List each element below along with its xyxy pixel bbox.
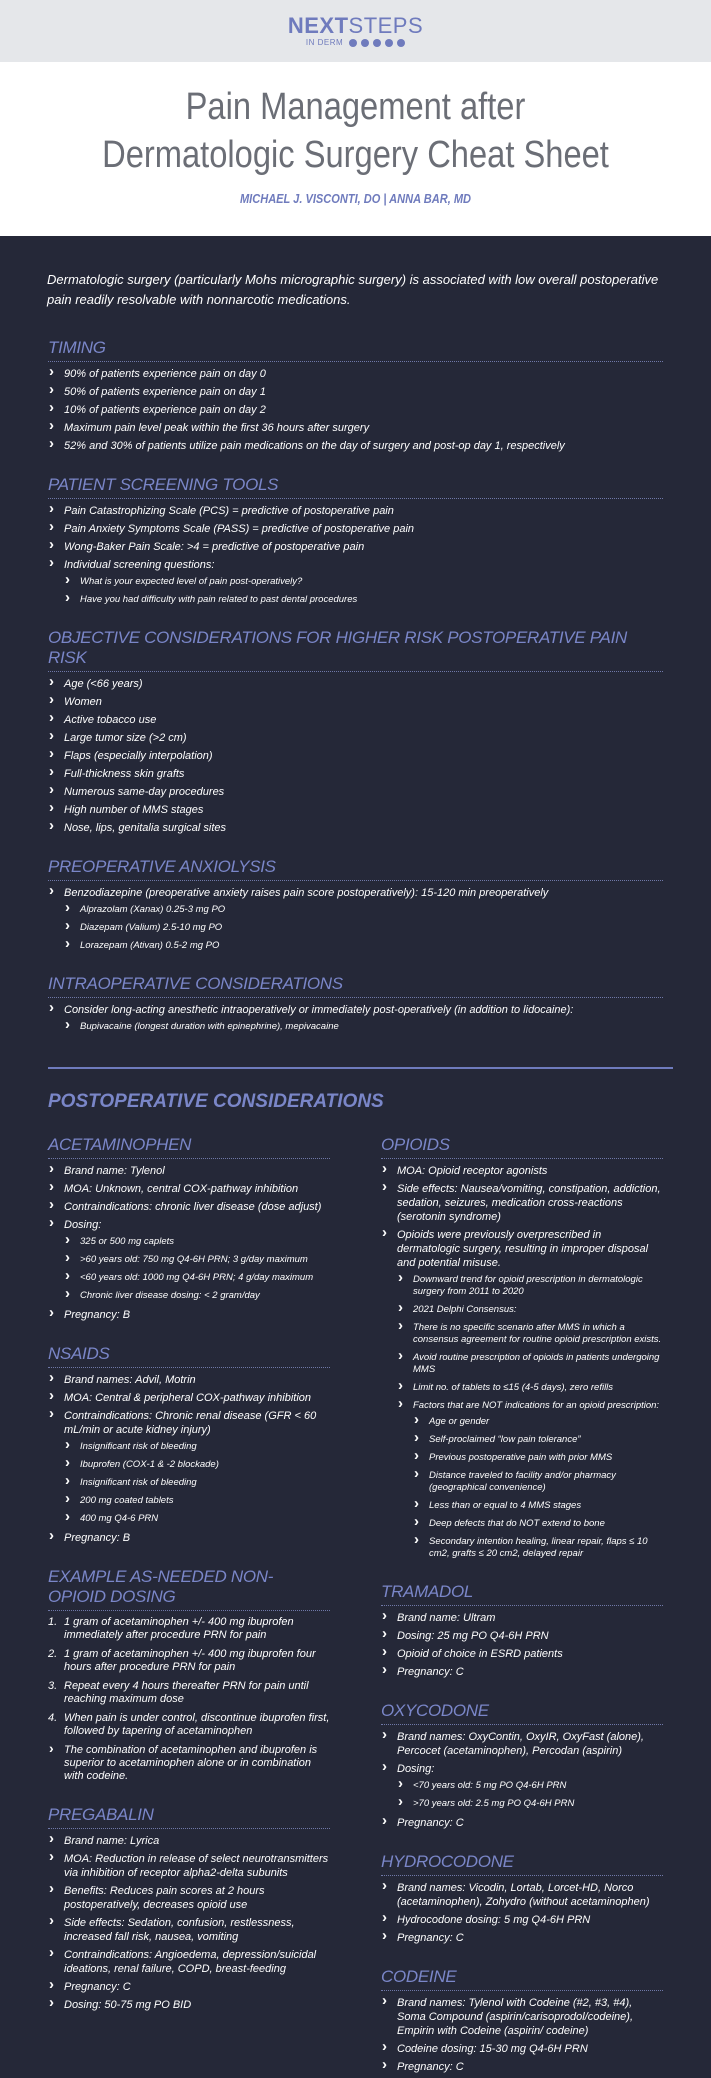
list-item: › MOA: Reduction in release of select neurotransmitters via inhibition of receptor alpha2-delta subunits <box>48 1852 330 1880</box>
section-title: EXAMPLE AS-NEEDED NON-OPIOID DOSING <box>48 1567 330 1611</box>
section-title: PREGABALIN <box>48 1805 330 1829</box>
list-item: › Nose, lips, genitalia surgical sites <box>48 821 663 835</box>
section-nsaids <box>48 1344 330 1545</box>
sub-list-item: › Bupivacaine (longest duration with epinephrine), mepivacaine <box>64 1021 663 1033</box>
sub-list-item: › Have you had difficulty with pain related to past dental procedures <box>64 594 663 606</box>
sub-list-item: › Chronic liver disease dosing: < 2 gram/day <box>64 1290 330 1302</box>
section-title: OPIOIDS <box>381 1135 663 1159</box>
logo-light: STEPS <box>348 13 424 38</box>
sub-list-item: › >70 years old: 2.5 mg PO Q4-6H PRN <box>397 1798 663 1810</box>
sub-list-item: › 325 or 500 mg caplets <box>64 1236 330 1248</box>
section-anxiolysis <box>48 857 663 952</box>
list-item: › Pregnancy: C <box>48 1980 330 1994</box>
list-item: › Pain Catastrophizing Scale (PCS) = predictive of postoperative pain <box>48 504 663 518</box>
list-item: › Pregnancy: B <box>48 1308 330 1322</box>
list-item: › MOA: Central & peripheral COX-pathway inhibition <box>48 1391 330 1405</box>
title-line-1: Pain Management after <box>185 86 526 128</box>
numbered-item: 3. Repeat every 4 hours thereafter PRN for pain until reaching maximum dose <box>48 1680 309 1705</box>
numbered-item: 1. 1 gram of acetaminophen +/- 400 mg ibuprofen immediately after procedure PRN for pain <box>48 1616 294 1641</box>
list-item: › Contraindications: Chronic renal disease (GFR < 60 mL/min or acute kidney injury) › Insignificant risk of bleeding › Ibuprofen (COX-1 & -2 blockade) › Insignificant risk of bleeding › 200 mg coated tablets › 400 mg Q4-6 PRN <box>48 1409 330 1525</box>
sub-list-item: › 200 mg coated tablets <box>64 1495 330 1507</box>
list-item: › Age (<66 years) <box>48 677 663 691</box>
list-item: › Opioids were previously overprescribed in dermatologic surgery, resulting in improper disposal and potential misuse. › Downward trend for opioid prescription in dermatologic surgery from 2011 to 2020 › 2021 Delphi Consensus: › There is no specific scenario after MMS in which a consensus agreement for routine opioid prescription exists. › Avoid routine prescription of opioids in patients undergoing MMS › Limit no. of tablets to ≤15 (4-5 days), zero refills › Factors that are NOT indications for an opioid prescription: › Age or gender › Self-proclaimed “low pain tolerance” › Previous postoperative pain with prior MMS › Distance traveled to facility and/or pharmacy (geographical convenience) › Less than or equal to 4 MMS stages › Deep defects that do NOT extend to bone › Secondary intention healing, linear repair, flaps ≤ 10 cm2, grafts ≤ 20 cm2, delayed repair <box>381 1228 663 1560</box>
section-intraoperative <box>48 974 663 1033</box>
sub-list-item: › Limit no. of tablets to ≤15 (4-5 days), zero refills <box>397 1382 663 1394</box>
list-item: › Side effects: Nausea/vomiting, constipation, addiction, sedation, seizures, medication cross-reactions (serotonin syndrome) <box>381 1182 663 1224</box>
list-item: › Brand names: Tylenol with Codeine (#2, #3, #4), Soma Compound (aspirin/carisoprodol/codeine), Empirin with Codeine (aspirin/ codeine) <box>381 1996 663 2038</box>
section-oxycodone <box>381 1701 663 1830</box>
list-item: › Benefits: Reduces pain scores at 2 hours postoperatively, decreases opioid use <box>48 1884 330 1912</box>
list-item: › Opioid of choice in ESRD patients <box>381 1647 663 1661</box>
section-tramadol <box>381 1582 663 1679</box>
section-codeine <box>381 1967 663 2074</box>
list-item: › Individual screening questions: › What is your expected level of pain post-operatively? › Have you had difficulty with pain related to past dental procedures <box>48 558 663 606</box>
factor-item: › Distance traveled to facility and/or pharmacy (geographical convenience) <box>413 1470 663 1494</box>
list-item: › Maximum pain level peak within the first 36 hours after surgery <box>48 421 663 435</box>
section-risk <box>48 628 663 835</box>
section-title: TRAMADOL <box>381 1582 663 1606</box>
main-content <box>0 270 711 2078</box>
section-acetaminophen <box>48 1135 330 1322</box>
numbered-item: › The combination of acetaminophen and ibuprofen is superior to acetaminophen alone or in combination with codeine. <box>49 1740 318 1782</box>
list-item: › Dosing: 50-75 mg PO BID <box>48 1998 330 2012</box>
sub-list-item: › Lorazepam (Ativan) 0.5-2 mg PO <box>64 940 663 952</box>
sub-list-item: › <60 years old: 1000 mg Q4-6H PRN; 4 g/day maximum <box>64 1272 330 1284</box>
sub-list-item: › 2021 Delphi Consensus: <box>397 1304 663 1316</box>
sub-list-item: › 400 mg Q4-6 PRN <box>64 1513 330 1525</box>
list-item: › Dosing: › 325 or 500 mg caplets › >60 years old: 750 mg Q4-6H PRN; 3 g/day maximum › <60 years old: 1000 mg Q4-6H PRN; 4 g/day maximum › Chronic liver disease dosing: < 2 gram/day <box>48 1218 330 1302</box>
list-item: › Benzodiazepine (preoperative anxiety raises pain score postoperatively): 15-120 min preoperatively › Alprazolam (Xanax) 0.25-3 mg PO › Diazepam (Valium) 2.5-10 mg PO › Lorazepam (Ativan) 0.5-2 mg PO <box>48 886 663 952</box>
list-item: › Full-thickness skin grafts <box>48 767 663 781</box>
list-item: › Pregnancy: C <box>381 1931 663 1945</box>
section-title: ACETAMINOPHEN <box>48 1135 330 1159</box>
right-column <box>381 1135 663 2078</box>
section-title: TIMING <box>48 338 663 362</box>
list-item: › Brand names: Advil, Motrin <box>48 1373 330 1387</box>
intro-text: Dermatologic surgery (particularly Mohs micrographic surgery) is associated with low overall postoperative pain readily resolvable with nonnarcotic medications. <box>47 272 659 307</box>
list-item: › Active tobacco use <box>48 713 663 727</box>
sub-list-item: › Diazepam (Valium) 2.5-10 mg PO <box>64 922 663 934</box>
section-opioids <box>381 1135 663 1560</box>
list-item: › Brand names: OxyContin, OxyIR, OxyFast (alone), Percocet (acetaminophen), Percodan (aspirin) <box>381 1730 663 1758</box>
list-item: › MOA: Unknown, central COX-pathway inhibition <box>48 1182 330 1196</box>
title-block <box>0 62 711 236</box>
list-item: › Brand name: Ultram <box>381 1611 663 1625</box>
list-item: › Flaps (especially interpolation) <box>48 749 663 763</box>
section-title: OBJECTIVE CONSIDERATIONS FOR HIGHER RISK POSTOPERATIVE PAIN RISK <box>48 628 663 672</box>
list-item: › Numerous same-day procedures <box>48 785 663 799</box>
section-hydrocodone <box>381 1852 663 1945</box>
list-item: › Pregnancy: C <box>381 2060 663 2074</box>
logo-bar <box>0 0 711 62</box>
list-item: › 52% and 30% of patients utilize pain medications on the day of surgery and post-op day 1, respectively <box>48 439 663 453</box>
factor-item: › Secondary intention healing, linear repair, flaps ≤ 10 cm2, grafts ≤ 20 cm2, delayed repair <box>413 1536 663 1560</box>
logo-subline <box>306 38 405 47</box>
factor-item: › Less than or equal to 4 MMS stages <box>413 1500 663 1512</box>
list-item: › Side effects: Sedation, confusion, restlessness, increased fall risk, nausea, vomiting <box>48 1916 330 1944</box>
list-item: › Wong-Baker Pain Scale: >4 = predictive of postoperative pain <box>48 540 663 554</box>
list-item: › Large tumor size (>2 cm) <box>48 731 663 745</box>
logo-sub-text: IN DERM <box>305 38 344 47</box>
list-item: › Pain Anxiety Symptoms Scale (PASS) = predictive of postoperative pain <box>48 522 663 536</box>
section-title: NSAIDS <box>48 1344 330 1368</box>
list-item: › 10% of patients experience pain on day 2 <box>48 403 663 417</box>
sub-list-item: › <70 years old: 5 mg PO Q4-6H PRN <box>397 1780 663 1792</box>
sub-list-item: › Downward trend for opioid prescription in dermatologic surgery from 2011 to 2020 <box>397 1274 663 1298</box>
sub-list-item: › >60 years old: 750 mg Q4-6H PRN; 3 g/day maximum <box>64 1254 330 1266</box>
list-item: › Hydrocodone dosing: 5 mg Q4-6H PRN <box>381 1913 663 1927</box>
list-item: › Dosing: 25 mg PO Q4-6H PRN <box>381 1629 663 1643</box>
section-timing <box>48 338 663 453</box>
list-item: › Contraindications: Angioedema, depression/suicidal ideations, renal failure, COPD, breast-feeding <box>48 1948 330 1976</box>
factor-item: › Self-proclaimed “low pain tolerance” <box>413 1434 663 1446</box>
section-title: HYDROCODONE <box>381 1852 663 1876</box>
section-title: OXYCODONE <box>381 1701 663 1725</box>
list-item: › Brand name: Lyrica <box>48 1834 330 1848</box>
list-item: › Codeine dosing: 15-30 mg Q4-6H PRN <box>381 2042 663 2056</box>
list-item: › 90% of patients experience pain on day 0 <box>48 367 663 381</box>
logo-bold: NEXT <box>287 13 349 38</box>
sub-list-item: › Factors that are NOT indications for an opioid prescription: › Age or gender › Self-proclaimed “low pain tolerance” › Previous postoperative pain with prior MMS › Distance traveled to facility and/or pharmacy (geographical convenience) › Less than or equal to 4 MMS stages › Deep defects that do NOT extend to bone › Secondary intention healing, linear repair, flaps ≤ 10 cm2, grafts ≤ 20 cm2, delayed repair <box>397 1400 663 1560</box>
sub-list-item: › Ibuprofen (COX-1 & -2 blockade) <box>64 1459 330 1471</box>
sub-list-item: › Insignificant risk of bleeding <box>64 1477 330 1489</box>
sub-list-item: › What is your expected level of pain post-operatively? <box>64 576 663 588</box>
sub-list-item: › Insignificant risk of bleeding <box>64 1441 330 1453</box>
sub-list-item: › Avoid routine prescription of opioids in patients undergoing MMS <box>397 1352 663 1376</box>
authors: MICHAEL J. VISCONTI, DO | ANNA BAR, MD <box>239 191 472 206</box>
section-example-dosing <box>48 1567 330 1783</box>
list-item: › Pregnancy: C <box>381 1665 663 1679</box>
title-line-2: Dermatologic Surgery Cheat Sheet <box>102 134 609 176</box>
section-title: PATIENT SCREENING TOOLS <box>48 475 663 499</box>
list-item: › Dosing: › <70 years old: 5 mg PO Q4-6H PRN › >70 years old: 2.5 mg PO Q4-6H PRN <box>381 1762 663 1810</box>
logo-dots-icon <box>349 39 405 47</box>
section-title: INTRAOPERATIVE CONSIDERATIONS <box>48 974 663 998</box>
list-item: › MOA: Opioid receptor agonists <box>381 1164 663 1178</box>
numbered-item: 4. When pain is under control, discontinue ibuprofen first, followed by tapering of acetaminophen <box>48 1712 330 1737</box>
factor-item: › Previous postoperative pain with prior MMS <box>413 1452 663 1464</box>
section-screening <box>48 475 663 606</box>
page-title <box>50 83 661 179</box>
list-item: › Women <box>48 695 663 709</box>
list-item: › High number of MMS stages <box>48 803 663 817</box>
sub-list-item: › There is no specific scenario after MMS in which a consensus agreement for routine opioid prescription exists. <box>397 1322 663 1346</box>
section-pregabalin <box>48 1805 330 2012</box>
section-title: CODEINE <box>381 1967 663 1991</box>
numbered-item: 2. 1 gram of acetaminophen +/- 400 mg ibuprofen four hours after procedure PRN for pain <box>48 1648 316 1673</box>
list-item: › Contraindications: chronic liver disease (dose adjust) <box>48 1200 330 1214</box>
list-item: › Brand names: Vicodin, Lortab, Lorcet-HD, Norco (acetaminophen), Zohydro (without acetaminophen) <box>381 1881 663 1909</box>
logo <box>288 15 423 37</box>
list-item: › 50% of patients experience pain on day 1 <box>48 385 663 399</box>
left-column <box>48 1135 330 2078</box>
divider <box>48 1067 673 1069</box>
two-column-layout <box>48 1135 663 2078</box>
list-item: › Pregnancy: B <box>48 1531 330 1545</box>
factor-item: › Deep defects that do NOT extend to bone <box>413 1518 663 1530</box>
list-item: › Brand name: Tylenol <box>48 1164 330 1178</box>
list-item: › Pregnancy: C <box>381 1816 663 1830</box>
postoperative-title: POSTOPERATIVE CONSIDERATIONS <box>48 1091 384 1112</box>
factor-item: › Age or gender <box>413 1416 663 1428</box>
list-item: › Consider long-acting anesthetic intraoperatively or immediately post-operatively (in addition to lidocaine): › Bupivacaine (longest duration with epinephrine), mepivacaine <box>48 1003 663 1033</box>
sub-list-item: › Alprazolam (Xanax) 0.25-3 mg PO <box>64 904 663 916</box>
section-title: PREOPERATIVE ANXIOLYSIS <box>48 857 663 881</box>
